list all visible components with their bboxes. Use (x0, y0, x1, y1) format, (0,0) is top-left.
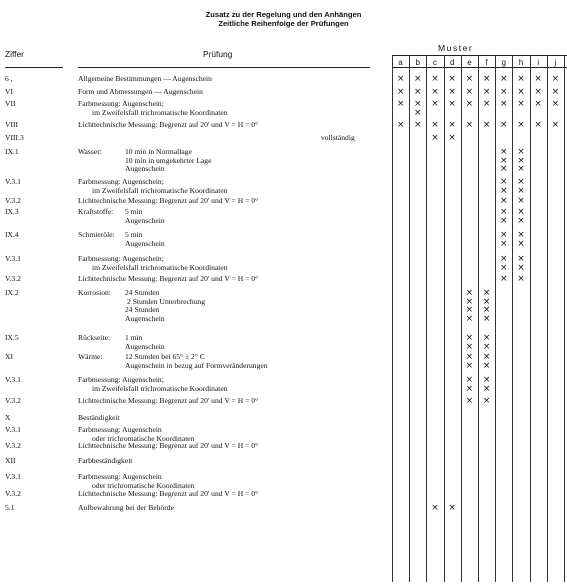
row-ziffer: V.3.1 (5, 375, 21, 384)
muster-mark-cross: × (482, 375, 491, 385)
muster-mark-cross: × (534, 120, 542, 130)
muster-mark-cross: × (448, 87, 456, 97)
muster-mark-cross: × (396, 120, 405, 130)
muster-mark-cross: × (500, 155, 508, 166)
row-pruefung: Allgemeine Bestimmungen — Augenschein (78, 74, 212, 83)
muster-mark-cross: × (517, 74, 525, 84)
row-pruefung: Farbmessung: Augenschein; (78, 99, 164, 108)
muster-mark-cross: × (465, 341, 474, 352)
muster-mark-cross: × (482, 120, 491, 130)
muster-mark-cross: × (431, 503, 439, 513)
muster-mark-cross: × (448, 99, 456, 109)
muster-mark-cross: × (517, 155, 525, 166)
row-ziffer: V.3.2 (5, 196, 21, 205)
muster-mark-cross: × (517, 274, 525, 284)
muster-column-letter: d (450, 58, 455, 67)
row-ziffer: VIII (5, 120, 19, 129)
muster-mark-cross: × (465, 305, 474, 316)
muster-mark-cross: × (448, 120, 456, 130)
muster-mark-cross: × (517, 177, 525, 187)
muster-column-letter: f (485, 58, 488, 67)
row-pruefung: Form und Abmessungen — Augenschein (78, 87, 203, 96)
muster-mark-cross: × (500, 74, 508, 84)
row-pruefung-subline: 5 min (125, 230, 143, 239)
muster-column-letter: i (537, 58, 540, 67)
muster-mark-cross: × (482, 87, 491, 97)
row-pruefung: Farbmessung: Augenschein (78, 472, 162, 481)
muster-mark-cross: × (465, 74, 474, 84)
muster-mark-cross: × (414, 99, 422, 109)
muster-mark-cross: × (482, 333, 491, 343)
muster-mark-cross: × (414, 120, 422, 130)
muster-mark-cross: × (517, 262, 525, 273)
row-pruefung: Lichttechnische Messung: Begrenzt auf 20' und V = H = 0° (78, 196, 259, 205)
row-pruefung: Aufbewahrung bei der Behörde (78, 503, 174, 512)
muster-mark-cross: × (465, 87, 474, 97)
row-ziffer: V.3.2 (5, 441, 21, 450)
row-ziffer: IX.3 (5, 207, 19, 216)
muster-column-divider (495, 55, 496, 582)
row-pruefung-subline: im Zweifelsfall trichromatische Koordinaten (92, 262, 228, 272)
row-pruefung-subline: 10 min in Normallage (125, 147, 192, 156)
muster-mark-cross: × (482, 360, 491, 371)
muster-column-divider (547, 55, 548, 582)
muster-mark-cross: × (448, 74, 456, 84)
muster-mark-cross: × (500, 230, 508, 240)
row-ziffer: XI (5, 352, 14, 361)
row-pruefung-note: vollständig (321, 133, 355, 142)
row-pruefung-subline: 5 min (125, 207, 143, 216)
muster-mark-cross: × (465, 288, 474, 298)
row-pruefung: Wärme: (78, 352, 103, 361)
muster-mark-cross: × (396, 74, 405, 84)
muster-column-divider (392, 55, 393, 582)
muster-mark-cross: × (500, 215, 508, 226)
muster-letters-rule (392, 67, 567, 68)
row-pruefung: Wasser: (78, 147, 102, 156)
muster-mark-cross: × (517, 99, 525, 109)
row-pruefung: Kraftstoffe: (78, 207, 114, 216)
muster-mark-cross: × (500, 164, 508, 175)
row-pruefung-subline: 12 Stunden bei 65° ± 2° C (125, 352, 205, 361)
muster-mark-cross: × (482, 341, 491, 352)
row-pruefung: Lichttechnische Messung: Begrenzt auf 20' und V = H = 0° (78, 489, 259, 498)
row-ziffer: V.3.2 (5, 489, 21, 498)
column-header-pruefung: Prüfung (203, 49, 233, 59)
muster-mark-cross: × (517, 87, 525, 97)
muster-column-letter: h (518, 58, 524, 67)
muster-mark-cross: × (551, 120, 560, 130)
muster-mark-cross: × (465, 99, 474, 109)
row-pruefung-subline: Augenschein (125, 313, 165, 323)
row-ziffer: V.3.1 (5, 254, 21, 263)
muster-mark-cross: × (500, 238, 508, 249)
row-pruefung: Farbmessung: Augenschein; (78, 254, 164, 263)
row-pruefung-subline: Augenschein (125, 215, 165, 225)
muster-column-divider (530, 55, 531, 582)
row-pruefung: Rückseite: (78, 333, 111, 342)
muster-column-divider (564, 55, 565, 582)
muster-mark-cross: × (448, 133, 456, 143)
row-pruefung-subline: im Zweifelsfall trichromatische Koordinaten (92, 107, 228, 117)
row-pruefung-subline: oder trichromatische Koordinaten (92, 480, 195, 490)
row-pruefung-subline: oder trichromatische Koordinaten (92, 433, 195, 443)
muster-mark-cross: × (448, 503, 456, 513)
row-pruefung-subline: 24 Stunden (125, 305, 160, 315)
muster-mark-cross: × (465, 333, 474, 343)
row-pruefung: Lichttechnische Messung: Begrenzt auf 20' und V = H = 0° (78, 120, 259, 129)
row-ziffer: V.3.2 (5, 274, 21, 283)
muster-mark-cross: × (482, 383, 491, 394)
row-ziffer: V.3.1 (5, 472, 21, 481)
muster-mark-cross: × (414, 74, 422, 84)
muster-column-letter: c (433, 58, 437, 67)
muster-mark-cross: × (500, 99, 508, 109)
muster-column-letter: e (467, 58, 472, 67)
muster-column-divider (512, 55, 513, 582)
muster-mark-cross: × (517, 215, 525, 226)
row-ziffer: V.3.2 (5, 396, 21, 405)
muster-mark-cross: × (517, 120, 525, 130)
muster-mark-cross: × (465, 383, 474, 394)
row-pruefung: Schmieröle: (78, 230, 115, 239)
muster-mark-cross: × (517, 238, 525, 249)
row-pruefung-subline: 2 Stunden Unterbrechung (127, 296, 206, 306)
row-ziffer: VIII.3 (5, 133, 24, 142)
row-ziffer: X (5, 413, 11, 422)
column-header-ziffer: Ziffer (5, 49, 24, 59)
muster-mark-cross: × (431, 133, 439, 143)
muster-column-divider (409, 55, 410, 582)
muster-mark-cross: × (500, 254, 508, 264)
muster-mark-cross: × (396, 87, 405, 97)
row-ziffer: 5.1 (5, 503, 15, 512)
row-pruefung-subline: im Zweifelsfall trichromatische Koordinaten (92, 185, 228, 195)
muster-mark-cross: × (465, 296, 474, 307)
row-pruefung-subline: 1 min (125, 333, 143, 342)
muster-mark-cross: × (482, 305, 491, 316)
muster-mark-cross: × (482, 99, 491, 109)
muster-mark-cross: × (482, 74, 491, 84)
muster-mark-cross: × (500, 262, 508, 273)
muster-mark-cross: × (534, 99, 542, 109)
pruefung-header-rule (78, 67, 370, 68)
muster-mark-cross: × (517, 147, 525, 157)
row-pruefung: Farbbeständigkeit (78, 456, 133, 465)
muster-mark-cross: × (517, 207, 525, 217)
muster-mark-cross: × (500, 185, 508, 196)
row-pruefung: Lichttechnische Messung: Begrenzt auf 20' und V = H = 0° (78, 396, 259, 405)
row-pruefung-subline: im Zweifelsfall trichromatische Koordinaten (92, 383, 228, 393)
muster-column-letter: g (501, 58, 506, 67)
muster-mark-cross: × (534, 87, 542, 97)
ziffer-header-rule (5, 67, 63, 68)
row-pruefung: Farbmessung: Augenschein; (78, 177, 164, 186)
muster-mark-cross: × (414, 107, 422, 118)
muster-mark-cross: × (414, 87, 422, 97)
row-pruefung-subline: Augenschein (125, 341, 165, 351)
muster-mark-cross: × (517, 185, 525, 196)
row-pruefung-subline: 10 min in umgekehrter Lage (125, 155, 212, 165)
muster-mark-cross: × (500, 177, 508, 187)
row-ziffer: V.3.1 (5, 177, 21, 186)
row-pruefung: Farbmessung: Augenschein; (78, 375, 164, 384)
column-header-muster: Muster (438, 43, 474, 53)
muster-column-letter: b (415, 58, 420, 67)
muster-mark-cross: × (396, 99, 405, 109)
row-pruefung-subline: Augenschein (125, 238, 165, 248)
row-pruefung: Farbmessung: Augenschein (78, 425, 162, 434)
muster-mark-cross: × (517, 254, 525, 264)
row-pruefung-subline: 24 Stunden (125, 288, 160, 297)
muster-mark-cross: × (482, 313, 491, 324)
row-ziffer: XII (5, 456, 16, 465)
row-ziffer: IX.1 (5, 147, 19, 156)
muster-mark-cross: × (465, 360, 474, 371)
muster-mark-cross: × (517, 230, 525, 240)
row-pruefung-subline: Augenschein (125, 164, 165, 174)
muster-mark-cross: × (517, 164, 525, 175)
muster-mark-cross: × (482, 296, 491, 307)
muster-mark-cross: × (500, 120, 508, 130)
muster-mark-cross: × (465, 352, 474, 362)
document-subtitle: Zeitliche Reihenfolge der Prüfungen (218, 19, 349, 28)
muster-mark-cross: × (482, 352, 491, 362)
row-pruefung: Korrosion: (78, 288, 111, 297)
muster-column-letter: j (554, 58, 557, 67)
muster-mark-cross: × (465, 396, 474, 406)
row-pruefung-subline: Augenschein in bezug auf Formveränderungen (125, 360, 268, 370)
muster-mark-cross: × (551, 74, 560, 84)
row-ziffer: V.3.1 (5, 425, 21, 434)
muster-mark-cross: × (500, 87, 508, 97)
row-ziffer: VII (5, 99, 16, 108)
row-ziffer: IX.2 (5, 288, 19, 297)
muster-mark-cross: × (500, 274, 508, 284)
muster-mark-cross: × (500, 196, 508, 206)
muster-mark-cross: × (551, 99, 560, 109)
muster-mark-cross: × (465, 375, 474, 385)
row-ziffer: VI (5, 87, 14, 96)
row-ziffer: 6 , (5, 74, 13, 83)
muster-mark-cross: × (500, 207, 508, 217)
muster-mark-cross: × (465, 120, 474, 130)
document-title: Zusatz zu der Regelung und den Anhängen (205, 10, 362, 19)
row-ziffer: IX.4 (5, 230, 19, 239)
muster-header-rule (392, 55, 567, 56)
muster-mark-cross: × (500, 147, 508, 157)
muster-mark-cross: × (534, 74, 542, 84)
muster-mark-cross: × (482, 396, 491, 406)
muster-mark-cross: × (431, 87, 439, 97)
muster-mark-cross: × (551, 87, 560, 97)
muster-mark-cross: × (431, 99, 439, 109)
row-pruefung: Lichttechnische Messung: Begrenzt auf 20' und V = H = 0° (78, 274, 259, 283)
row-pruefung: Lichttechnische Messung: Begrenzt auf 20' und V = H = 0° (78, 441, 259, 450)
muster-mark-cross: × (482, 288, 491, 298)
muster-mark-cross: × (431, 120, 439, 130)
muster-mark-cross: × (517, 196, 525, 206)
row-pruefung: Beständigkeit (78, 413, 120, 422)
muster-mark-cross: × (465, 313, 474, 324)
muster-mark-cross: × (431, 74, 439, 84)
muster-column-letter: a (398, 58, 403, 67)
row-ziffer: IX.5 (5, 333, 19, 342)
